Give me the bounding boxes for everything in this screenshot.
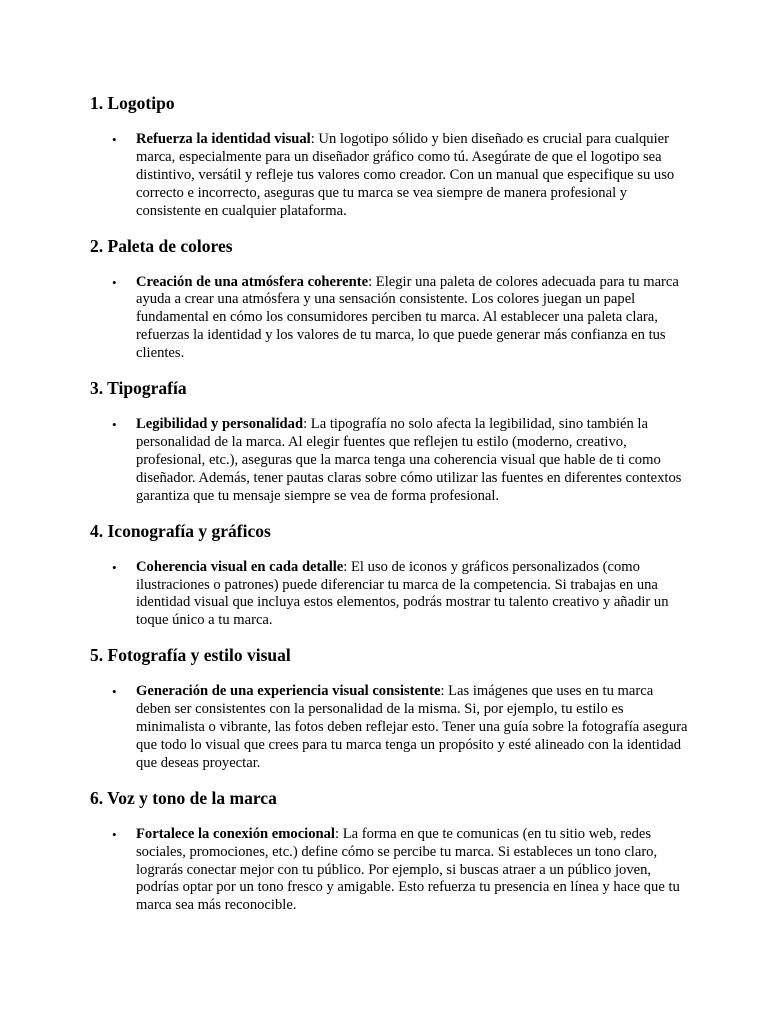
section-tipografia: [90, 373, 690, 506]
list-item: [112, 558, 690, 631]
item-term: Creación de una atmósfera coherente: [136, 273, 369, 290]
section-heading: 4. Iconografía y gráficos: [90, 520, 271, 541]
section-fotografia: [90, 640, 690, 773]
item-text: : Elegir una paleta de colores adecuada para tu marca ayuda a crear una atmósfera y una sensación consistente. Los colores juegan un papel fundamental en cómo los consumidores perciben tu marca. Al establecer una paleta clara, refuerzas la identidad y los valores de tu marca, lo que puede generar más confianza en tus clientes.: [136, 273, 679, 362]
bullet-list: [90, 274, 690, 364]
item-term: Fortalece la conexión emocional: [136, 825, 335, 842]
list-item: [112, 131, 690, 221]
bullet-list: [90, 683, 690, 773]
item-term: Refuerza la identidad visual: [136, 131, 311, 147]
item-term: Coherencia visual en cada detalle: [136, 558, 344, 575]
bullet-list: [90, 131, 690, 221]
bullet-list: [90, 559, 690, 631]
section-heading: 2. Paleta de colores: [90, 235, 233, 256]
section-heading: 3. Tipografía: [90, 378, 187, 399]
document-page: [90, 88, 690, 915]
bullet-icon: •: [112, 559, 117, 575]
bullet-list: [90, 826, 690, 916]
bullet-list: [90, 416, 690, 506]
bullet-icon: •: [112, 417, 117, 433]
item-term: Generación de una experiencia visual consistente: [136, 683, 441, 700]
section-voz-y-tono: [90, 783, 690, 916]
item-text: : La tipografía no solo afecta la legibilidad, sino también la personalidad de la marca. Al elegir fuentes que reflejen tu estilo (moderno, creativo, profesional, etc.), aseguras que la marca tenga una coherencia visual que hable de ti como diseñador. Además, tener pautas claras sobre cómo utilizar las fuentes en diferentes contextos garantiza que tu mensaje siempre se vea de forma profesional.: [136, 416, 682, 504]
bullet-icon: •: [112, 132, 117, 147]
item-text: : Un logotipo sólido y bien diseñado es crucial para cualquier marca, especialmente para un diseñador gráfico como tú. Asegúrate de que el logotipo sea distintivo, versátil y refleje tus valores como creador. Con un manual que especifique su uso correcto e incorrecto, aseguras que tu marca se vea siempre de manera profesional y consistente en cualquier plataforma.: [136, 131, 675, 219]
list-item: [112, 416, 690, 506]
section-heading: 6. Voz y tono de la marca: [90, 787, 277, 808]
list-item: [112, 683, 690, 773]
bullet-icon: •: [112, 274, 117, 290]
section-logotipo: [90, 88, 690, 221]
section-iconografia: [90, 516, 690, 631]
item-text: : Las imágenes que uses en tu marca deben ser consistentes con la personalidad de la misma. Si, por ejemplo, tu estilo es minimalista o vibrante, las fotos deben reflejar esto. Tener una guía sobre la fotografía asegura que todo lo visual que crees para tu marca tenga un propósito y esté alineado con la identidad que deseas proyectar.: [136, 683, 688, 771]
list-item: [112, 273, 690, 364]
list-item: [112, 825, 690, 916]
section-heading: 5. Fotografía y estilo visual: [90, 645, 291, 666]
bullet-icon: •: [112, 826, 117, 842]
item-text: : El uso de iconos y gráficos personalizados (como ilustraciones o patrones) puede diferenciar tu marca de la competencia. Si trabajas en una identidad visual que incluya estos elementos, podrás mostrar tu talento creativo y añadir un toque único a tu marca.: [136, 558, 669, 629]
section-paleta-de-colores: [90, 231, 690, 364]
item-text: : La forma en que te comunicas (en tu sitio web, redes sociales, promociones, etc.) define cómo se percibe tu marca. Si estableces un tono claro, lograrás conectar mejor con tu público. Por ejemplo, si buscas atraer a un público joven, podrías optar por un tono fresco y amigable. Esto refuerza tu presencia en línea y hace que tu marca sea más reconocible.: [136, 825, 680, 914]
item-term: Legibilidad y personalidad: [136, 416, 304, 433]
bullet-icon: •: [112, 684, 117, 700]
section-heading: 1. Logotipo: [90, 93, 175, 113]
